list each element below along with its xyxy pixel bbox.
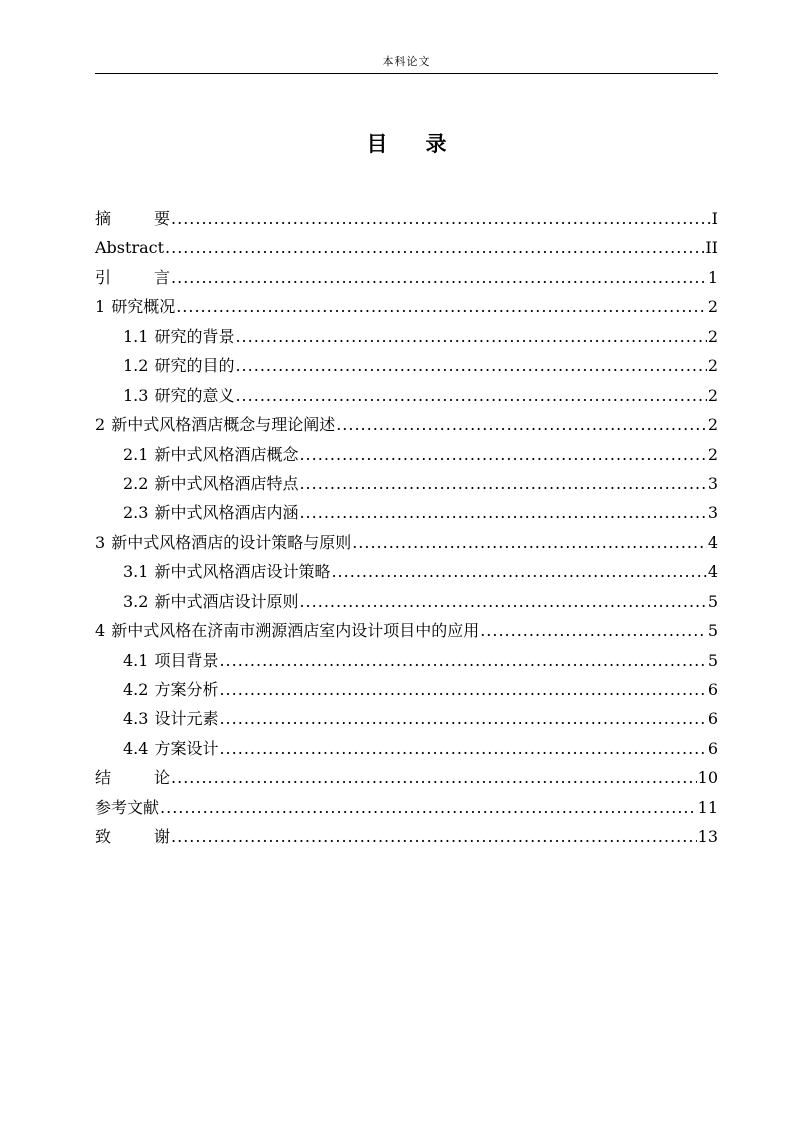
toc-entry-section-2-3[interactable] — [95, 498, 718, 527]
toc-page-number: 11 — [697, 797, 718, 817]
running-header: 本科论文 — [382, 55, 431, 68]
toc-dot-leader — [299, 587, 706, 616]
toc-title-part2: 录 — [425, 131, 447, 156]
toc-page-number: 1 — [707, 267, 718, 287]
toc-dot-leader — [171, 822, 697, 851]
toc-page-number: 2 — [707, 444, 718, 464]
toc-page-number: 6 — [707, 738, 718, 758]
toc-dot-leader — [160, 793, 697, 822]
toc-page-number: 5 — [707, 591, 718, 611]
toc-page-number: 4 — [707, 532, 718, 552]
toc-entry-acknowledgements[interactable] — [95, 822, 718, 851]
toc-entry-section-4-1[interactable] — [95, 646, 718, 675]
toc-dot-leader — [480, 616, 707, 645]
toc-label: 1 研究概况 — [95, 297, 176, 317]
toc-page-number: 5 — [707, 621, 718, 641]
toc-entry-section-4-4[interactable] — [95, 734, 718, 763]
toc-dot-leader — [171, 204, 711, 233]
toc-label: 1.1 研究的背景 — [123, 326, 235, 346]
toc-entry-section-2-1[interactable] — [95, 440, 718, 469]
toc-label: 4.2 方案分析 — [123, 680, 219, 699]
toc-label: 4 新中式风格在济南市溯源酒店室内设计项目中的应用 — [95, 621, 480, 641]
toc-label: 引 言 — [95, 267, 171, 287]
toc-page-number: 6 — [707, 680, 718, 699]
toc-dot-leader — [336, 410, 707, 439]
toc-dot-leader — [299, 469, 706, 498]
toc-label: 2.2 新中式风格酒店特点 — [123, 473, 299, 493]
toc-entry-section-2-2[interactable] — [95, 469, 718, 498]
toc-label: 参考文献 — [95, 797, 160, 817]
toc-list — [95, 204, 718, 852]
toc-entry-section-3-1[interactable] — [95, 557, 718, 586]
toc-dot-leader — [176, 292, 707, 321]
toc-entry-section-1-1[interactable] — [95, 322, 718, 351]
toc-entry-references[interactable] — [95, 793, 718, 822]
toc-dot-leader — [219, 675, 706, 704]
toc-page-number: II — [705, 238, 718, 258]
toc-entry-section-4-2[interactable] — [95, 675, 718, 704]
toc-title — [95, 130, 718, 158]
toc-page-number: 10 — [697, 768, 718, 788]
toc-entry-abstract-cn[interactable] — [95, 204, 718, 233]
toc-dot-leader — [299, 498, 706, 527]
toc-label: 3.1 新中式风格酒店设计策略 — [123, 562, 331, 582]
toc-dot-leader — [171, 263, 707, 292]
toc-entry-section-3-2[interactable] — [95, 587, 718, 616]
toc-dot-leader — [235, 381, 706, 410]
toc-entry-chapter-3[interactable] — [95, 528, 718, 557]
toc-entry-introduction[interactable] — [95, 263, 718, 292]
toc-entry-section-1-2[interactable] — [95, 351, 718, 380]
toc-page-number: 2 — [707, 385, 718, 405]
toc-dot-leader — [219, 734, 706, 763]
toc-dot-leader — [235, 322, 706, 351]
toc-entry-chapter-4[interactable] — [95, 616, 718, 645]
toc-page-number: 2 — [707, 326, 718, 346]
toc-entry-section-4-3[interactable] — [95, 704, 718, 733]
toc-page-number: I — [711, 209, 718, 228]
toc-label: 结 论 — [95, 768, 171, 788]
toc-dot-leader — [299, 440, 706, 469]
toc-entry-conclusion[interactable] — [95, 763, 718, 792]
toc-entry-abstract-en[interactable] — [95, 233, 718, 262]
toc-label: 2.3 新中式风格酒店内涵 — [123, 503, 299, 523]
toc-entry-chapter-1[interactable] — [95, 292, 718, 321]
toc-label: 4.4 方案设计 — [123, 738, 219, 758]
toc-label: 3 新中式风格酒店的设计策略与原则 — [95, 532, 352, 552]
toc-dot-leader — [352, 528, 707, 557]
toc-dot-leader — [171, 763, 697, 792]
toc-dot-leader — [165, 233, 704, 262]
toc-label: 3.2 新中式酒店设计原则 — [123, 591, 299, 611]
toc-entry-chapter-2[interactable] — [95, 410, 718, 439]
toc-label: 致 谢 — [95, 827, 171, 847]
toc-page-number: 5 — [707, 650, 718, 670]
toc-page-number: 4 — [707, 562, 718, 582]
toc-label: 1.2 研究的目的 — [123, 356, 235, 376]
toc-page-number: 2 — [707, 356, 718, 376]
toc-page-number: 3 — [707, 503, 718, 523]
toc-label: 2 新中式风格酒店概念与理论阐述 — [95, 415, 336, 435]
toc-page-number: 6 — [707, 709, 718, 729]
toc-label: Abstract — [95, 238, 165, 258]
toc-label: 2.1 新中式风格酒店概念 — [123, 444, 299, 464]
toc-page-number: 3 — [707, 473, 718, 493]
toc-page-number: 2 — [707, 297, 718, 317]
toc-label: 4.3 设计元素 — [123, 709, 219, 729]
toc-dot-leader — [219, 646, 706, 675]
toc-dot-leader — [235, 351, 706, 380]
toc-dot-leader — [331, 557, 706, 586]
toc-title-part1: 目 — [366, 131, 388, 156]
toc-label: 摘 要 — [95, 209, 171, 228]
toc-label: 1.3 研究的意义 — [123, 385, 235, 405]
toc-dot-leader — [219, 704, 706, 733]
toc-entry-section-1-3[interactable] — [95, 381, 718, 410]
toc-page-number: 2 — [707, 415, 718, 435]
toc-label: 4.1 项目背景 — [123, 650, 219, 670]
header-rule — [95, 73, 718, 74]
toc-page-number: 13 — [697, 827, 718, 847]
